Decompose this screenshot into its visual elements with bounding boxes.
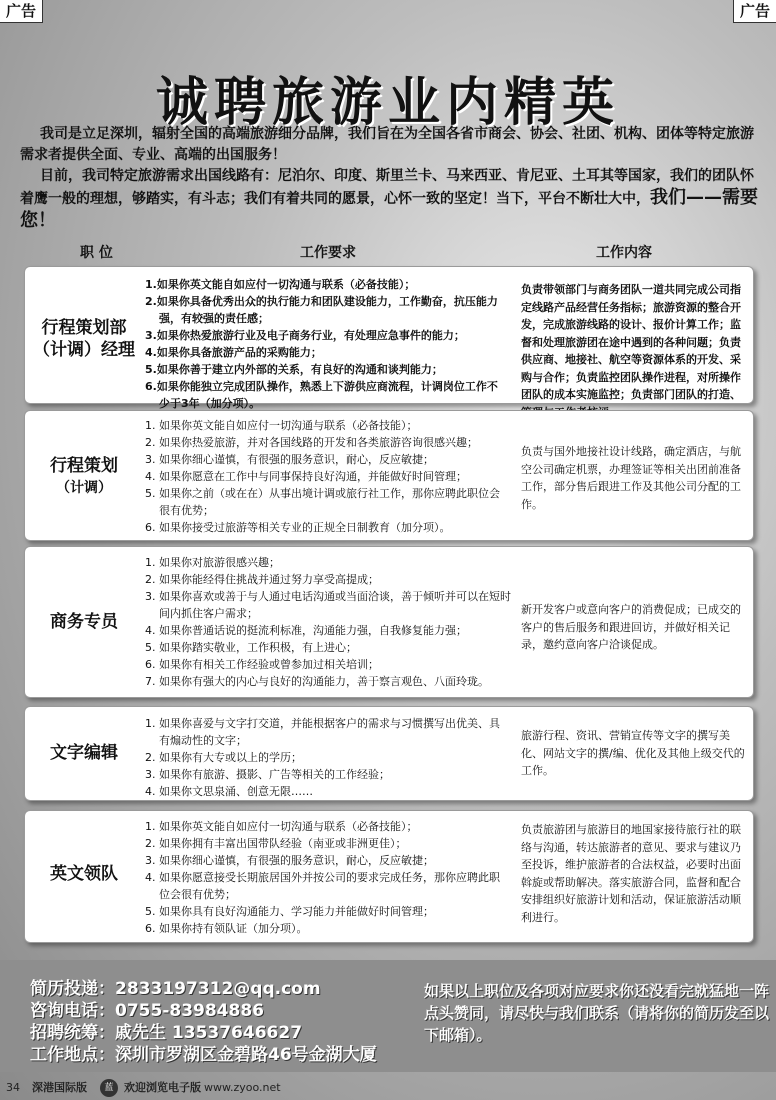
job-title (25, 317, 143, 361)
job-title-sub: （计调） (56, 480, 112, 496)
contact-address (30, 1040, 377, 1065)
job-title-main: 商务专员 (50, 612, 118, 632)
job-title (25, 863, 143, 885)
page-footer (0, 1076, 776, 1100)
requirement-item: 5. 如果你具有良好沟通能力、学习能力并能做好时间管理； (145, 905, 434, 918)
job-title (25, 455, 143, 499)
job-title (25, 742, 143, 764)
ad-tag-right: 广告 (733, 0, 776, 23)
column-header-duties: 工作内容 (596, 245, 652, 261)
job-card-planner (24, 410, 754, 541)
requirement-item: 2. 如果你拥有丰富出国带队经验（南亚或非洲更佳）； (145, 837, 407, 850)
requirement-item: 2. 如果你能经得住挑战并通过努力享受高提成； (145, 573, 379, 586)
requirement-item: 6. 如果你有相关工作经验或曾参加过相关培训； (145, 658, 379, 671)
requirement-item: 2. 如果你有大专或以上的学历； (145, 751, 302, 764)
requirement-item: 1. 如果你喜爱与文字打交道，并能根据客户的需求与习惯撰写出优美、具有煽动性的文字； (145, 717, 500, 747)
address-label: 工作地点： (30, 1045, 115, 1065)
requirement-item: 4. 如果你文思泉涌、创意无限…… (145, 785, 313, 798)
page-number: 34 (6, 1081, 20, 1094)
address-text: 深圳市罗湖区金碧路46号金湖大厦 (115, 1045, 377, 1065)
requirement-item: 3. 如果你喜欢或善于与人通过电话沟通或当面洽谈，善于倾听并可以在短时间内抓住客户需求； (145, 590, 511, 620)
requirement-item: 3. 如果你细心谨慎，有很强的服务意识，耐心，反应敏捷； (145, 453, 434, 466)
requirement-item: 5. 如果你之前（或在在）从事出境计调或旅行社工作，那你应聘此职位会很有优势； (145, 487, 500, 517)
job-title-sub: （计调）经理 (33, 340, 135, 360)
requirement-item: 6. 如果你持有领队证（加分项）。 (145, 922, 308, 935)
ad-tag-left: 广告 (0, 0, 43, 23)
job-card-business-specialist (24, 546, 754, 698)
requirement-item: 1.如果你英文能自如应付一切沟通与联系（必备技能）； (145, 278, 416, 291)
requirement-item: 1. 如果你对旅游很感兴趣； (145, 556, 280, 569)
job-title (25, 611, 143, 633)
intro-paragraph-2 (20, 166, 760, 233)
requirement-item: 3. 如果你细心谨慎，有很强的服务意识，耐心，反应敏捷； (145, 854, 434, 867)
job-duties: 负责旅游团与旅游目的地国家接待旅行社的联络与沟通，转达旅游者的意见、要求与建议乃至投诉，维护旅游者的合法权益，必要时出面斡旋或帮助解决。落实旅游合同，监督和配合安排组织好旅游计划和活动，保证旅游活动顺利进行。 (521, 823, 741, 924)
job-title-main: 行程策划 (50, 456, 118, 476)
job-duties: 负责与国外地接社设计线路，确定酒店，与航空公司确定机票，办理签证等相关出团前准备工作，部分售后跟进工作及其他公司分配的工作。 (521, 445, 741, 511)
intro-paragraph-2-text: 目前，我司特定旅游需求出国线路有：尼泊尔、印度、斯里兰卡、马来西亚、肯尼亚、土耳其等国家，我们的团队怀着鹰一般的理想，够踏实，有斗志；我们有着共同的愿景，心怀一致的坚定！当下，平台不断壮大中， (20, 168, 754, 207)
job-card-planning-manager (24, 266, 754, 410)
requirement-item: 6. 如果你接受过旅游等相关专业的正规全日制教育（加分项）。 (145, 521, 451, 534)
page-title: 诚聘旅游业内精英 (155, 73, 620, 133)
magazine-name: 深港国际版 (32, 1081, 87, 1094)
welcome-text: 欢迎浏览电子版 (124, 1081, 201, 1094)
requirement-item: 6.如果你能独立完成团队操作，熟悉上下游供应商流程，计调岗位工作不少于3年（加分项）。 (145, 380, 498, 410)
requirement-item: 4.如果你具备旅游产品的采购能力； (145, 346, 322, 359)
recruiter-label: 招聘统筹： (30, 1023, 115, 1043)
column-header-position: 职 位 (80, 245, 113, 261)
intro-paragraph-1: 我司是立足深圳，辐射全国的高端旅游细分品牌，我们旨在为全国各省市商会、协会、社团、机构、团体等特定旅游需求者提供全面、专业、高端的出国服务！ (20, 126, 754, 163)
phone-label: 咨询电话： (30, 1001, 115, 1021)
requirement-item: 1. 如果你英文能自如应付一切沟通与联系（必备技能）； (145, 419, 418, 432)
job-requirements (145, 554, 515, 690)
requirement-item: 4. 如果你愿意接受长期旅居国外并按公司的要求完成任务，那你应聘此职位会很有优势； (145, 871, 500, 901)
recruiter-info: 戚先生 13537646627 (115, 1023, 303, 1043)
email-address[interactable]: 2833197312@qq.com (115, 979, 321, 999)
job-duties: 新开发客户或意向客户的消费促成；已成交的客户的售后服务和跟进回访，并做好相关记录，邀约意向客户洽谈促成。 (521, 603, 741, 651)
requirement-item: 2. 如果你热爱旅游，并对各国线路的开发和各类旅游咨询很感兴趣； (145, 436, 478, 449)
intro-text (20, 124, 760, 233)
requirement-item: 1. 如果你英文能自如应付一切沟通与联系（必备技能）； (145, 820, 418, 833)
requirement-item: 2.如果你具备优秀出众的执行能力和团队建设能力，工作勤奋，抗压能力强，有较强的责任感； (145, 295, 498, 325)
job-title-main: 英文领队 (50, 864, 118, 884)
job-duties: 旅游行程、资讯、营销宣传等文字的撰写美化、网站文字的撰/编、优化及其他上级交代的工作。 (521, 729, 745, 777)
requirement-item: 3. 如果你有旅游、摄影、广告等相关的工作经验； (145, 768, 390, 781)
job-title-main: 行程策划部 (41, 318, 127, 338)
job-card-copy-editor (24, 706, 754, 801)
magazine-logo-icon: 蓝 (100, 1079, 118, 1097)
contact-panel (0, 960, 776, 1072)
contact-call-to-action: 如果以上职位及各项对应要求你还没看完就猛地一阵点头赞同，请尽快与我们联系（请将你的简历发至以下邮箱）。 (424, 982, 770, 1044)
requirement-item: 7. 如果你有强大的内心与良好的沟通能力，善于察言观色、八面玲珑。 (145, 675, 489, 688)
job-requirements (145, 715, 507, 800)
intro-slogan: 我们——需要您！ (20, 187, 758, 231)
requirement-item: 4. 如果你普通话说的挺流利标准，沟通能力强，自我修复能力强； (145, 624, 467, 637)
column-header-requirements: 工作要求 (300, 245, 356, 261)
requirement-item: 5.如果你善于建立内外部的关系，有良好的沟通和谈判能力； (145, 363, 443, 376)
requirement-item: 5. 如果你踏实敬业，工作积极，有上进心； (145, 641, 357, 654)
job-requirements (145, 417, 507, 536)
requirement-item: 4. 如果你愿意在工作中与同事保持良好沟通，并能做好时间管理； (145, 470, 467, 483)
job-title-main: 文字编辑 (50, 743, 118, 763)
job-duties: 负责带领部门与商务团队一道共同完成公司指定线路产品经营任务指标；旅游资源的整合开发，完成旅游线路的设计、报价计算工作；监督和处理旅游团在途中遇到的各种问题；负责供应商、地接社、航空等资源体系的开发、采购与合作；负责监控团队操作进程，对所操作团队的成本实施监控；负责部门团队的打造、 (521, 283, 741, 401)
email-label: 简历投递： (30, 979, 115, 999)
job-card-english-tour-leader (24, 810, 754, 943)
website-link[interactable]: www.zyoo.net (204, 1081, 281, 1094)
job-requirements (145, 276, 507, 412)
phone-number[interactable]: 0755-83984886 (115, 1001, 264, 1021)
requirement-item: 3.如果你热爱旅游行业及电子商务行业，有处理应急事件的能力； (145, 329, 465, 342)
job-requirements (145, 818, 507, 937)
